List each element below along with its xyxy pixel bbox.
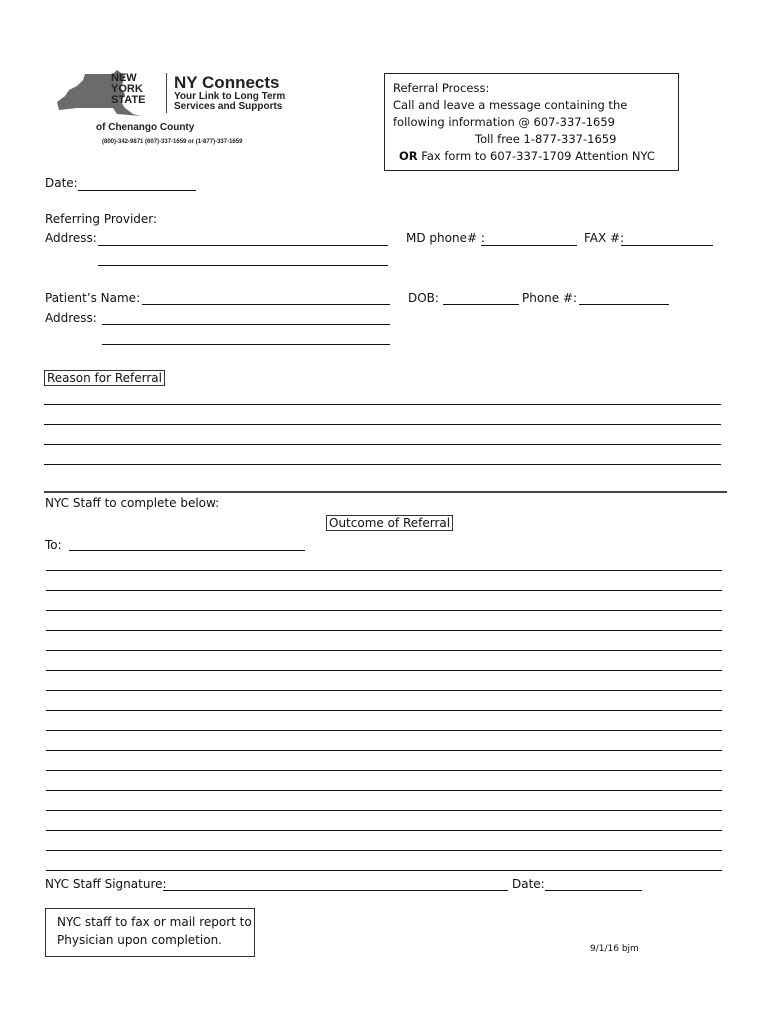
outcome-line[interactable]	[46, 630, 722, 631]
revision-stamp: 9/1/16 bjm	[590, 944, 639, 954]
logo-divider	[166, 73, 167, 113]
to-label: To:	[45, 538, 62, 552]
date-field[interactable]	[78, 190, 196, 191]
outcome-line[interactable]	[46, 810, 722, 811]
phone-field[interactable]	[579, 304, 669, 305]
reason-for-referral-label: Reason for Referral	[44, 370, 165, 386]
logo-tagline-1: Your Link to Long Term	[174, 91, 286, 102]
process-line-1: Call and leave a message containing the	[393, 98, 628, 112]
phone-label: Phone #:	[522, 291, 578, 305]
instruction-note-box	[45, 908, 255, 957]
reason-line[interactable]	[44, 404, 721, 405]
patient-name-field[interactable]	[142, 304, 390, 305]
outcome-line[interactable]	[46, 770, 722, 771]
outcome-of-referral-label: Outcome of Referral	[326, 515, 453, 531]
dob-field[interactable]	[443, 304, 519, 305]
process-or-label: OR	[399, 149, 418, 163]
outcome-line[interactable]	[46, 690, 722, 691]
md-phone-label: MD phone# :	[406, 231, 485, 245]
outcome-line[interactable]	[46, 730, 722, 731]
outcome-line[interactable]	[46, 830, 722, 831]
patient-address-label: Address:	[45, 311, 97, 325]
outcome-line[interactable]	[46, 590, 722, 591]
logo-county: of Chenango County	[96, 122, 195, 133]
outcome-line[interactable]	[46, 610, 722, 611]
referral-process-box	[384, 73, 679, 171]
logo-state-line-1: NEW	[111, 72, 137, 84]
outcome-line[interactable]	[46, 790, 722, 791]
patient-address-field-2[interactable]	[102, 344, 390, 345]
reason-line[interactable]	[44, 444, 721, 445]
logo-state-line-3: STATE	[111, 94, 146, 106]
staff-heading: NYC Staff to complete below:	[45, 496, 220, 510]
logo-state-line-2: YORK	[111, 83, 143, 95]
process-line-4	[399, 148, 655, 165]
provider-address-label: Address:	[45, 231, 97, 245]
dob-label: DOB:	[408, 291, 439, 305]
process-line-2: following information @ 607-337-1659	[393, 115, 616, 129]
logo-title: NY Connects	[174, 73, 280, 92]
process-heading: Referral Process:	[393, 81, 490, 95]
process-line-4-rest: Fax form to 607-337-1709 Attention NYC	[417, 149, 655, 163]
reason-line[interactable]	[44, 424, 721, 425]
process-line-3: Toll free 1-877-337-1659	[475, 132, 617, 146]
logo-tagline-2: Services and Supports	[174, 101, 283, 112]
outcome-line[interactable]	[46, 870, 722, 871]
fax-label: FAX #:	[584, 231, 625, 245]
signature-date-label: Date:	[512, 877, 545, 891]
fax-field[interactable]	[621, 245, 713, 246]
referring-provider-label: Referring Provider:	[45, 212, 158, 226]
to-field[interactable]	[69, 550, 305, 551]
outcome-line[interactable]	[46, 750, 722, 751]
patient-name-label: Patient’s Name:	[45, 291, 141, 305]
provider-address-field[interactable]	[98, 245, 388, 246]
date-label: Date:	[45, 176, 78, 190]
staff-signature-field[interactable]	[163, 890, 508, 891]
outcome-line[interactable]	[46, 670, 722, 671]
outcome-line[interactable]	[46, 850, 722, 851]
md-phone-field[interactable]	[481, 245, 577, 246]
outcome-line[interactable]	[46, 710, 722, 711]
patient-address-field[interactable]	[102, 324, 390, 325]
note-line-2: Physician upon completion.	[57, 933, 222, 947]
section-divider	[44, 491, 727, 493]
reason-line[interactable]	[44, 464, 721, 465]
outcome-line[interactable]	[46, 650, 722, 651]
logo-phones: (800)-342-9871 (607)-337-1659 or (1-877)-337-1659	[102, 139, 243, 145]
provider-address-field-2[interactable]	[98, 265, 388, 266]
staff-signature-label: NYC Staff Signature:	[45, 877, 167, 891]
outcome-line[interactable]	[46, 570, 722, 571]
note-line-1: NYC staff to fax or mail report to	[57, 915, 252, 929]
signature-date-field[interactable]	[545, 890, 642, 891]
